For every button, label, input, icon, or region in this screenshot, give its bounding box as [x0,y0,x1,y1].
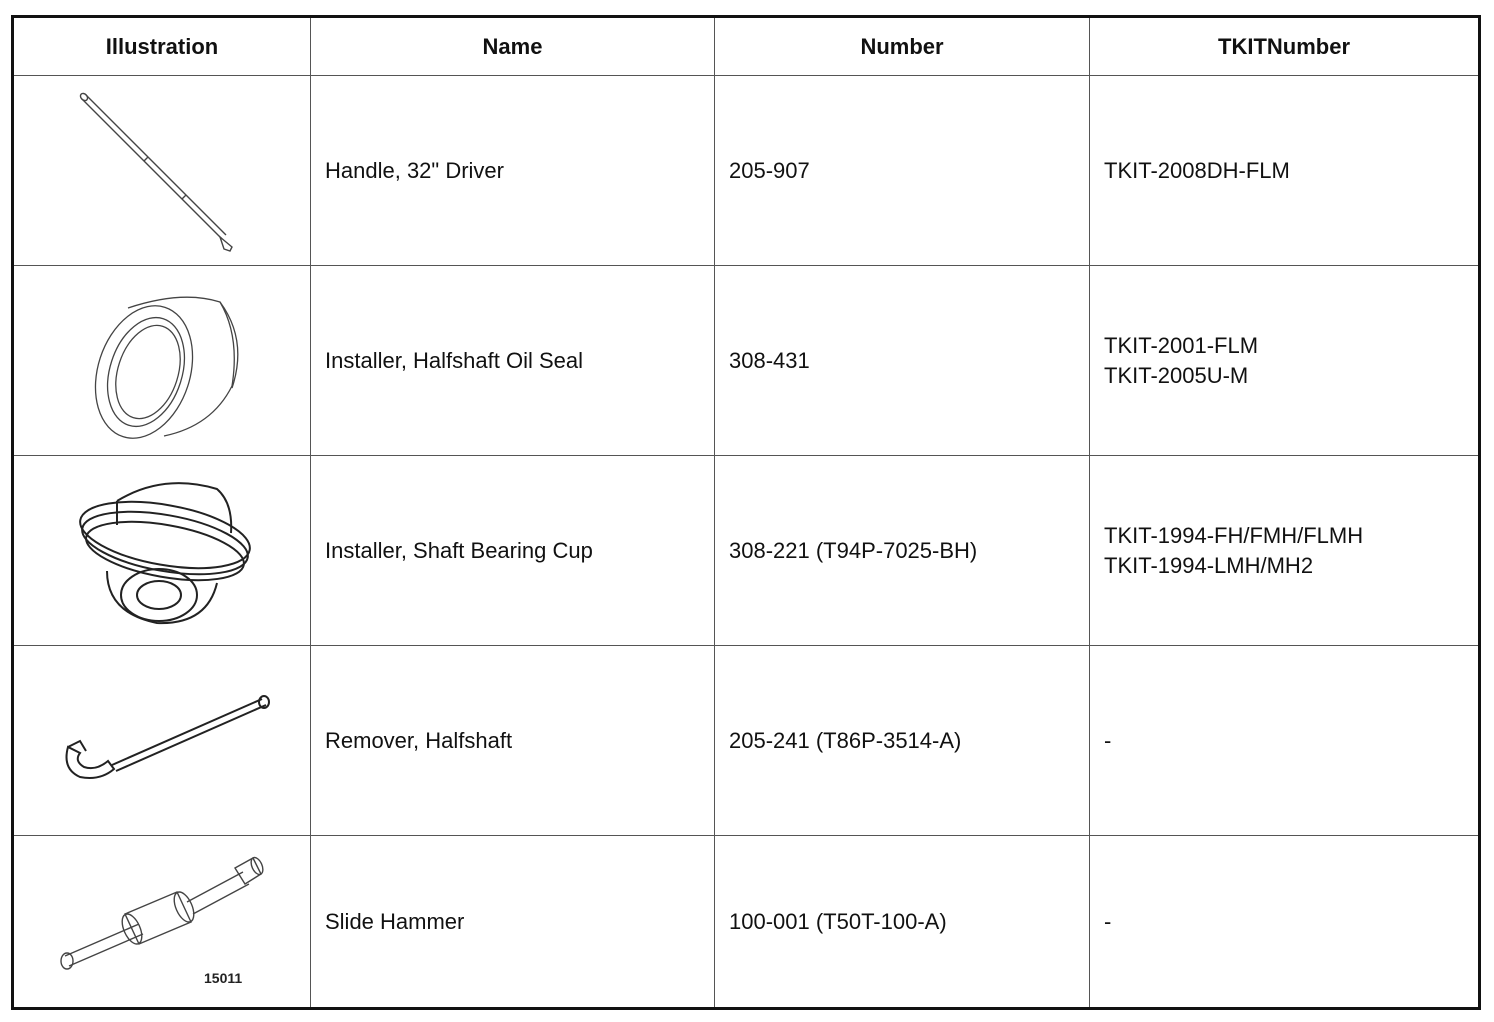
tkit-line: TKIT-2001-FLM [1104,332,1259,358]
slide-hammer-icon [47,852,277,992]
special-tools-table [11,15,1481,1010]
tkit-number [1090,266,1478,456]
header-number: Number [715,18,1090,76]
illustration-cell [14,456,311,646]
tool-name: Slide Hammer [311,836,715,1007]
tool-number: 308-431 [715,266,1090,456]
tool-number: 308-221 (T94P-7025-BH) [715,456,1090,646]
tool-name: Handle, 32" Driver [311,76,715,266]
tkit-number [1090,646,1478,836]
tkit-number [1090,836,1478,1007]
header-tkit-number: TKITNumber [1090,18,1478,76]
illustration-cell [14,646,311,836]
tkit-line: - [1104,727,1112,753]
header-name: Name [311,18,715,76]
tkit-line: TKIT-1994-FH/FMH/FLMH [1104,522,1364,548]
tkit-line: TKIT-2005U-M [1104,362,1249,388]
header-illustration: Illustration [14,18,311,76]
illustration-cell [14,266,311,456]
tool-name: Remover, Halfshaft [311,646,715,836]
tkit-number [1090,456,1478,646]
tool-number: 205-241 (T86P-3514-A) [715,646,1090,836]
tool-name: Installer, Shaft Bearing Cup [311,456,715,646]
illustration-cell [14,836,311,1007]
tool-number: 205-907 [715,76,1090,266]
tool-number: 100-001 (T50T-100-A) [715,836,1090,1007]
tkit-number [1090,76,1478,266]
illustration-number: 15011 [204,970,243,986]
tkit-line: TKIT-1994-LMH/MH2 [1104,552,1314,578]
oil-seal-installer-icon [72,276,252,446]
tkit-line: TKIT-2008DH-FLM [1104,157,1290,183]
illustration-cell [14,76,311,266]
tool-name: Installer, Halfshaft Oil Seal [311,266,715,456]
driver-handle-icon [62,81,262,261]
bearing-cup-installer-icon [67,463,257,638]
halfshaft-remover-icon [52,691,272,791]
tkit-line: - [1104,908,1112,934]
